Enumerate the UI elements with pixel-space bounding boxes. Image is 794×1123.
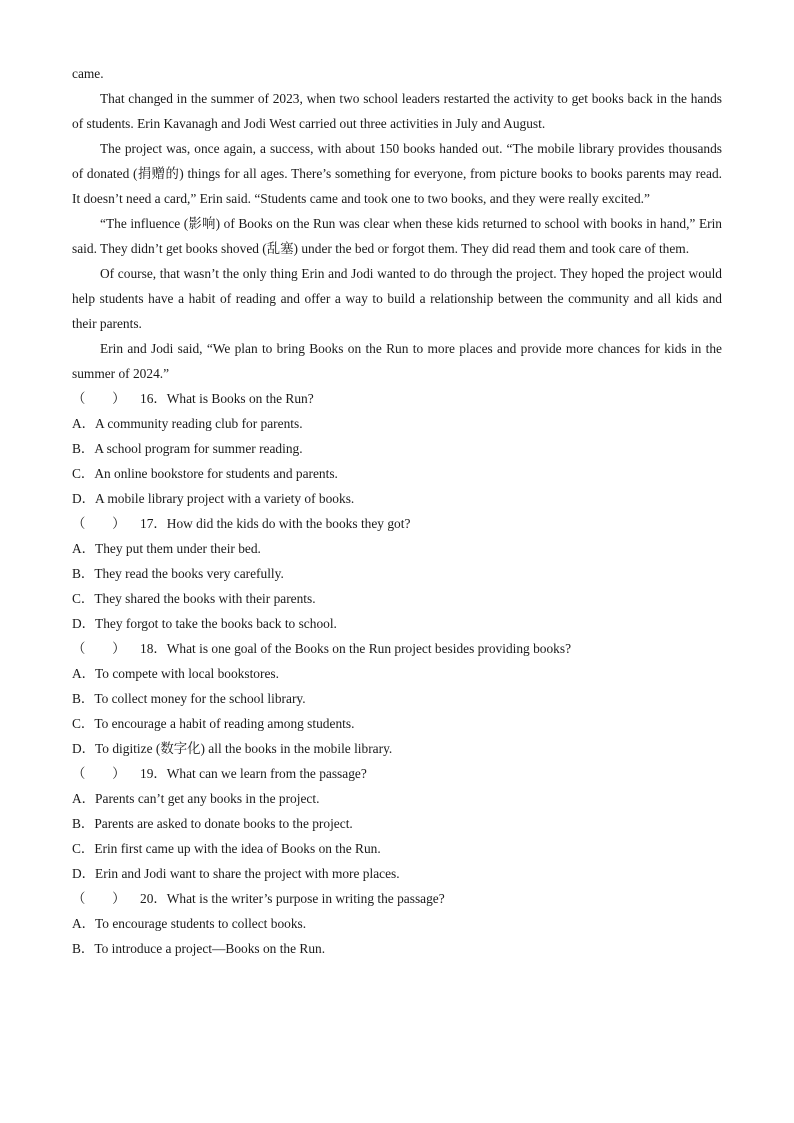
question-17-option-a: A．They put them under their bed. (72, 541, 261, 556)
question-17-option-d: D．They forgot to take the books back to school. (72, 616, 337, 631)
question-19-option-c: C．Erin first came up with the idea of Books on the Run. (72, 841, 381, 856)
question-16-option-b: B．A school program for summer reading. (72, 441, 303, 456)
answer-blank[interactable]: （ ） (72, 766, 126, 781)
passage-paragraph-2: The project was, once again, a success, with about 150 books handed out. “The mobile library provides thousands of donated (捐赠的) things for all ages. There’s something for everyone, from picture books to books parents may read. It doesn’t need a card,” Erin said. “Students came and took one to two books, and they were really excited.” (72, 141, 722, 206)
question-18 (72, 636, 722, 661)
question-stem: 18．What is one goal of the Books on the Run project besides providing books? (140, 641, 572, 656)
question-18-option-b: B．To collect money for the school library. (72, 691, 306, 706)
answer-blank[interactable]: （ ） (72, 891, 126, 906)
question-19-option-b: B．Parents are asked to donate books to the project. (72, 816, 353, 831)
question-20-option-a: A．To encourage students to collect books. (72, 916, 307, 931)
question-stem: 17．How did the kids do with the books they got? (140, 516, 411, 531)
question-18-option-c: C．To encourage a habit of reading among students. (72, 716, 355, 731)
question-16-option-d: D．A mobile library project with a variety of books. (72, 491, 355, 506)
answer-blank[interactable]: （ ） (72, 641, 126, 656)
question-20 (72, 886, 722, 911)
question-19 (72, 761, 722, 786)
question-19-option-d: D．Erin and Jodi want to share the project with more places. (72, 866, 400, 881)
answer-blank[interactable]: （ ） (72, 516, 126, 531)
question-stem: 19．What can we learn from the passage? (140, 766, 367, 781)
question-17-option-c: C．They shared the books with their parents. (72, 591, 316, 606)
question-stem: 16．What is Books on the Run? (140, 391, 314, 406)
question-17 (72, 511, 722, 536)
document-page (72, 61, 722, 961)
question-stem: 20．What is the writer’s purpose in writing the passage? (140, 891, 445, 906)
question-16 (72, 386, 722, 411)
question-19-option-a: A．Parents can’t get any books in the project. (72, 791, 320, 806)
passage-paragraph-5: Erin and Jodi said, “We plan to bring Books on the Run to more places and provide more chances for kids in the summer of 2024.” (72, 341, 722, 381)
passage-paragraph-4: Of course, that wasn’t the only thing Erin and Jodi wanted to do through the project. They hoped the project would help students have a habit of reading and offer a way to build a relationship between the community and all kids and their parents. (72, 266, 722, 331)
passage-continued-line: came. (72, 66, 104, 81)
question-18-option-a: A．To compete with local bookstores. (72, 666, 279, 681)
passage-paragraph-1: That changed in the summer of 2023, when two school leaders restarted the activity to get books back in the hands of students. Erin Kavanagh and Jodi West carried out three activities in July and August. (72, 91, 722, 131)
question-16-option-c: C．An online bookstore for students and parents. (72, 466, 338, 481)
question-17-option-b: B．They read the books very carefully. (72, 566, 284, 581)
question-16-option-a: A．A community reading club for parents. (72, 416, 303, 431)
answer-blank[interactable]: （ ） (72, 391, 126, 406)
question-18-option-d: D．To digitize (数字化) all the books in the mobile library. (72, 741, 393, 756)
question-20-option-b: B．To introduce a project—Books on the Run. (72, 941, 326, 956)
passage-paragraph-3: “The influence (影响) of Books on the Run was clear when these kids returned to school with books in hand,” Erin said. They didn’t get books shoved (乱塞) under the bed or forgot them. They did read them and took care of them. (72, 216, 722, 256)
